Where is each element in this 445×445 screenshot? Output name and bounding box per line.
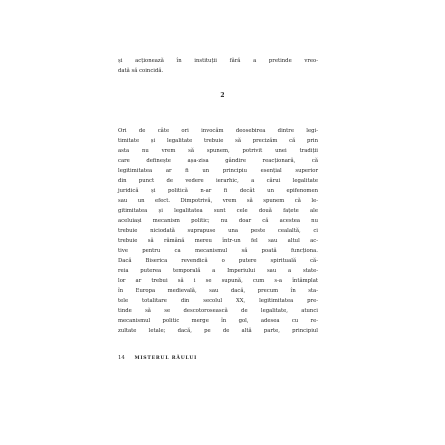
page-footer [118,354,197,363]
text-line: și acționează în instituții fără a pretinde vreo- [118,58,318,64]
text-line: timitate și legalitate trebuie să precizăm că prin [118,138,318,144]
text-line: gitimitatea și legalitatea sunt cele două fațete ale [118,208,318,214]
text-line: Dacă Biserica revendică o putere spirituală că- [118,258,318,264]
text-line: lor ar trebui să i se supună, cum s-a întâmplat [118,278,318,284]
text-line: juridică și politică n-ar fi decât un epifenomen [118,188,318,194]
running-head: MISTERUL RĂULUI [134,356,198,361]
text-line: zultate letale; dacă, pe de altă parte, principiul [118,328,318,334]
text-line: în Europa medievală, sau dacă, precum în sta- [118,288,318,294]
text-line: asta nu vrem să spunem, potrivit unei tradiții [118,148,318,154]
text-line: tive pentru ca mecanismul să poată funcționa. [118,248,318,254]
text-line: aceluiași mecanism politic; nu doar că acestea nu [118,218,318,224]
text-line: mecanismul politic merge în gol, adesea cu re- [118,318,318,324]
text-line: trebuie niciodată suprapuse una peste cealaltă, ci [118,228,318,234]
text-line: legitimitatea ar fi un principiu esențial superior [118,168,318,174]
page-number: 14 [118,355,125,361]
text-line: care definește așa-zisa gândire reacționară, că [118,158,318,164]
text-line: dată să coincidă. [118,68,164,74]
text-line: reia puterea temporală a Imperiului sau a state- [118,268,318,274]
text-line: din punct de vedere ierarhic, a cărui legalitate [118,178,318,184]
section-number: 2 [220,92,225,99]
text-line: sau un efect. Dimpotrivă, vrem să spunem că le- [118,198,318,204]
text-line: trebuie să rămână mereu într-un fel sau altul ac- [118,238,318,244]
text-line: Ori de câte ori invocăm deosebirea dintre legi- [118,128,318,134]
text-line: tinde să se descotorosească de legalitate, atunci [118,308,318,314]
text-line: tele totalitare din secolul XX, legitimitatea pre- [118,298,318,304]
